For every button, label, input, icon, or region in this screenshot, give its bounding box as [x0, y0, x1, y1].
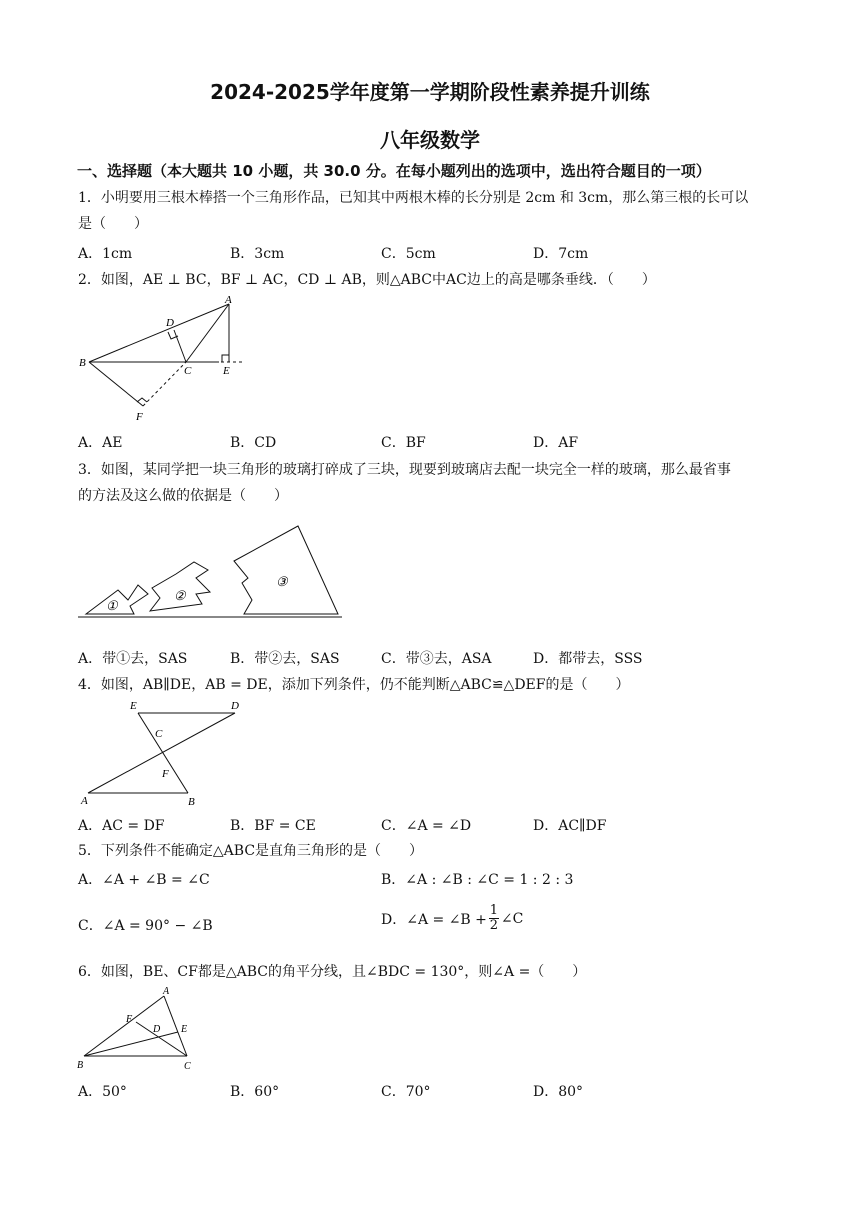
q2-label-e: E	[223, 365, 230, 377]
q5-option-a: A．∠A + ∠B = ∠C	[78, 872, 210, 888]
q1-option-c: C．5cm	[381, 246, 436, 262]
q2-label-d: D	[166, 317, 174, 329]
q4-option-c: C．∠A = ∠D	[381, 818, 472, 834]
q5-option-d-prefix: D．∠A = ∠B +	[381, 911, 487, 928]
q2-label-b: B	[79, 357, 86, 369]
q3-label-1: ①	[106, 598, 118, 613]
q4-stem: 4．如图，AB∥DE，AB = DE，添加下列条件，仍不能判断△ABC≌△DEF的是（ ）	[78, 677, 630, 693]
q4-label-f: F	[162, 768, 169, 780]
q6-label-d: D	[153, 1024, 161, 1035]
q5-option-d-suffix: ∠C	[500, 910, 524, 927]
q4-label-e: E	[130, 700, 137, 712]
q6-option-d: D．80°	[533, 1084, 584, 1100]
q2-figure	[74, 292, 254, 427]
q3-option-c: C．带③去，ASA	[381, 651, 492, 667]
q5-option-d-numerator: 1	[489, 903, 499, 918]
q6-stem: 6．如图，BE、CF都是△ABC的角平分线，且∠BDC = 130°，则∠A =（ ）	[78, 964, 587, 980]
q4-label-d: D	[231, 700, 239, 712]
q3-label-3: ③	[276, 574, 288, 589]
page-title: 2024-2025学年度第一学期阶段性素养提升训练	[210, 80, 650, 104]
q2-option-b: B．CD	[230, 435, 277, 451]
q4-label-c: C	[155, 728, 163, 740]
q3-figure	[76, 518, 346, 623]
q4-label-a: A	[81, 795, 88, 807]
q3-label-2: ②	[174, 588, 186, 603]
q5-option-b: B．∠A : ∠B : ∠C = 1 : 2 : 3	[381, 872, 574, 888]
q3-stem-line2: 的方法及这么做的依据是（ ）	[78, 488, 288, 504]
q6-label-b: B	[77, 1060, 84, 1071]
q4-option-d: D．AC∥DF	[533, 818, 607, 834]
q2-stem: 2．如图，AE ⊥ BC，BF ⊥ AC，CD ⊥ AB，则△ABC中AC边上的高是哪条垂线．（ ）	[78, 272, 656, 288]
q2-label-c: C	[184, 365, 192, 377]
q4-figure	[76, 697, 246, 809]
q4-option-b: B．BF = CE	[230, 818, 316, 834]
q2-label-f: F	[136, 411, 143, 423]
q6-option-b: B．60°	[230, 1084, 280, 1100]
q6-label-f: F	[126, 1014, 133, 1025]
q5-option-d	[381, 904, 523, 933]
q3-option-a: A．带①去，SAS	[78, 651, 188, 667]
q1-option-a: A．1cm	[78, 246, 133, 262]
q6-figure	[74, 984, 204, 1074]
q1-stem-line1: 1．小明要用三根木棒搭一个三角形作品，已知其中两根木棒的长分别是 2cm 和 3cm，那么第三根的长可以	[78, 190, 749, 206]
page-subtitle: 八年级数学	[380, 128, 480, 152]
q5-stem: 5．下列条件不能确定△ABC是直角三角形的是（ ）	[78, 843, 424, 859]
q1-option-b: B．3cm	[230, 246, 285, 262]
section-heading: 一、选择题（本大题共 10 小题，共 30.0 分。在每小题列出的选项中，选出符合题目的一项）	[77, 162, 711, 180]
q1-stem-line2: 是（ ）	[78, 216, 148, 232]
q5-option-d-denominator: 2	[489, 918, 499, 933]
q3-stem-line1: 3．如图，某同学把一块三角形的玻璃打碎成了三块，现要到玻璃店去配一块完全一样的玻璃，那么最省事	[78, 462, 731, 478]
q6-label-e: E	[181, 1024, 188, 1035]
q1-option-d: D．7cm	[533, 246, 589, 262]
q4-label-b: B	[188, 796, 195, 808]
q6-label-c: C	[184, 1061, 191, 1072]
q6-label-a: A	[163, 986, 170, 997]
q6-option-a: A．50°	[78, 1084, 127, 1100]
q6-option-c: C．70°	[381, 1084, 431, 1100]
q2-option-c: C．BF	[381, 435, 426, 451]
q5-option-d-fraction	[489, 904, 499, 933]
q2-option-d: D．AF	[533, 435, 579, 451]
q4-option-a: A．AC = DF	[78, 818, 165, 834]
q3-option-d: D．都带去，SSS	[533, 651, 643, 667]
q2-label-a: A	[225, 294, 232, 306]
q3-option-b: B．带②去，SAS	[230, 651, 340, 667]
q5-option-c: C．∠A = 90° − ∠B	[78, 918, 213, 934]
q2-option-a: A．AE	[78, 435, 123, 451]
